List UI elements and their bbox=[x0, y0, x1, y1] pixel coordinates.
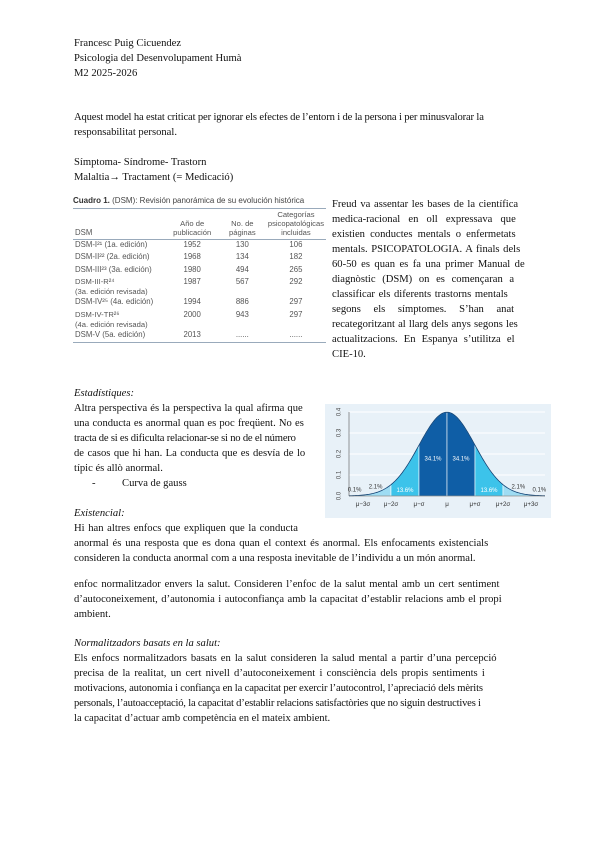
freud-line: recategoritzant al llarg dels anys segons les bbox=[332, 319, 518, 330]
cell-pages: 130 bbox=[235, 240, 249, 249]
cell-dsm: DSM-I²¹ (1a. edición) bbox=[75, 240, 148, 249]
y-tick-label: 0.1 bbox=[336, 470, 343, 480]
stats-line: de casos que hi han. La conducta que es desvía de lo bbox=[74, 448, 306, 459]
cell-categories: 182 bbox=[289, 252, 303, 262]
cell-pages: 134 bbox=[235, 252, 249, 262]
stats-section bbox=[74, 386, 319, 491]
table-row bbox=[73, 310, 326, 330]
normalitzadors-line: precisa de la realitat, un cert nivell d’autoconeixement i consciència dels propis sentiments i bbox=[74, 668, 485, 679]
x-tick-label: μ+σ bbox=[469, 501, 481, 508]
col-header-year: Año de publicación bbox=[166, 209, 219, 240]
stats-line: una conducta es anormal quan es poc freqüent. No es bbox=[74, 418, 304, 429]
normalitzadors-line: Els enfocs normalitzadors basats en la salut consideren la salud mental a partir d’una percepció bbox=[74, 653, 497, 664]
freud-paragraph bbox=[332, 197, 528, 362]
chain-line-2: Malaltia→ Tractament (= Medicació) bbox=[74, 172, 234, 183]
cell-categories: 292 bbox=[289, 277, 303, 287]
stats-line: tracta de si es dificulta relacionar-se si no de el número bbox=[74, 433, 296, 444]
existencial-line: anormal és una resposta que es dona quan el context és anormal. Els enfocaments existencials bbox=[74, 538, 489, 549]
cell-dsm: DSM-IV²⁵ (4a. edición) bbox=[75, 297, 154, 307]
gauss-region bbox=[447, 412, 475, 496]
cell-dsm: DSM-V (5a. edición) bbox=[73, 330, 166, 343]
normalitzadors-section bbox=[74, 636, 534, 726]
x-tick-label: μ+2σ bbox=[495, 501, 511, 508]
normalitzadors-line: la capacitat d’actuar amb competència en el mateix ambient. bbox=[74, 713, 331, 724]
freud-line: medica-racional en oll expressava que bbox=[332, 214, 516, 225]
freud-line: Freud va assentar les bases de la científica bbox=[332, 199, 519, 210]
region-percent-label: 34.1% bbox=[452, 456, 470, 463]
region-percent-label: 34.1% bbox=[424, 456, 442, 463]
freud-line: diagnòstic (DSM) on es començaran a bbox=[332, 274, 515, 285]
cell-year: 2000 bbox=[183, 309, 201, 319]
intro-line: Aquest model ha estat criticat per ignorar els efectes de l’entorn i de la persona i per minusvalorar la bbox=[74, 112, 484, 123]
y-tick-label: 0.0 bbox=[336, 491, 343, 501]
x-tick-label: μ bbox=[445, 501, 449, 508]
normalitzadors-line: personals, l’autoacceptació, la capacitat d’establir relacions satisfactòries que no siguin destructives i bbox=[74, 698, 481, 709]
gauss-region bbox=[419, 412, 447, 496]
author-name: Francesc Puig Cicuendez bbox=[74, 38, 182, 49]
dsm-table-figure bbox=[73, 196, 326, 343]
cell-dsm: DSM-IV-TR²⁶ (4a. edición revisada) bbox=[75, 309, 148, 329]
table-caption bbox=[73, 196, 326, 209]
col-header-categories: Categorías psicopatológicas incluidas bbox=[266, 209, 326, 240]
col-header-pages: No. de páginas bbox=[219, 209, 266, 240]
y-tick-label: 0.3 bbox=[336, 428, 343, 438]
cell-pages: 494 bbox=[235, 264, 249, 274]
table-caption-number: Cuadro 1. bbox=[73, 196, 110, 205]
cell-dsm: DSM-II²² (2a. edición) bbox=[75, 252, 150, 262]
enfoc-line: ambient. bbox=[74, 609, 111, 620]
course-year: M2 2025-2026 bbox=[74, 68, 138, 79]
x-tick-label: μ+3σ bbox=[523, 501, 539, 508]
table-row bbox=[73, 297, 326, 309]
freud-line: classificar els diferents trastorns mentals bbox=[332, 289, 508, 300]
dsm-table bbox=[73, 209, 326, 343]
region-percent-label: 13.6% bbox=[480, 488, 498, 495]
cell-pages: ...... bbox=[219, 330, 266, 343]
cell-categories: 297 bbox=[289, 297, 303, 307]
table-row bbox=[73, 252, 326, 264]
region-percent-label: 0.1% bbox=[347, 487, 362, 494]
cell-year: 2013 bbox=[166, 330, 219, 343]
table-row bbox=[73, 240, 326, 253]
freud-line: actualitzacions. En Espanya s’utilitza el bbox=[332, 334, 515, 345]
cell-categories: 106 bbox=[289, 240, 303, 249]
bullet-text: Curva de gauss bbox=[122, 478, 187, 489]
col-header-dsm: DSM bbox=[73, 209, 166, 240]
cell-dsm: DSM-III²³ (3a. edición) bbox=[75, 264, 152, 274]
region-percent-label: 0.1% bbox=[532, 487, 547, 494]
cell-pages: 886 bbox=[235, 297, 249, 307]
stats-line: típic és allò anormal. bbox=[74, 463, 163, 474]
y-tick-label: 0.4 bbox=[336, 407, 343, 417]
existencial-heading: Existencial: bbox=[74, 508, 125, 519]
freud-line: segons els símptomes. S’han anat bbox=[332, 304, 515, 315]
gauss-chart bbox=[325, 404, 551, 518]
intro-paragraph bbox=[74, 110, 529, 140]
table-row bbox=[73, 277, 326, 297]
normalitzadors-heading: Normalitzadors basats en la salut: bbox=[74, 638, 221, 649]
normalitzadors-line: motivacions, autonomia i confiança en la capacitat per exercir l’autocontrol, l’apreciació dels mèrits bbox=[74, 683, 483, 694]
freud-line: CIE-10. bbox=[332, 349, 366, 360]
chain-line-1: Símptoma- Síndrome- Trastorn bbox=[74, 157, 207, 168]
existencial-section bbox=[74, 506, 534, 566]
gauss-chart-svg bbox=[325, 404, 551, 518]
document-header bbox=[74, 36, 534, 81]
table-row bbox=[73, 265, 326, 277]
region-percent-label: 2.1% bbox=[368, 484, 383, 491]
cell-dsm: DSM-III-R²⁴ (3a. edición revisada) bbox=[75, 277, 148, 297]
x-tick-label: μ−σ bbox=[413, 501, 425, 508]
freud-line: existien conductes mentals o enfermetats bbox=[332, 229, 516, 240]
x-tick-label: μ−3σ bbox=[355, 501, 371, 508]
cell-pages: 943 bbox=[235, 309, 249, 319]
freud-line: mentals. PSICOPATOLOGIA. A finals dels bbox=[332, 244, 521, 255]
cell-year: 1980 bbox=[183, 264, 201, 274]
diagnosis-chain bbox=[74, 155, 374, 185]
enfoc-line: d’autoconeixement, d’autonomia i autoconfiança amb la capacitat d’establir relacions amb el propi bbox=[74, 594, 502, 605]
table-caption-text: (DSM): Revisión panorámica de su evolución histórica bbox=[109, 196, 305, 205]
enfoc-line: enfoc normalitzador envers la salut. Consideren l’enfoc de la salut mental amb un cert sentiment bbox=[74, 579, 500, 590]
cell-year: 1968 bbox=[183, 252, 201, 262]
cell-categories: 297 bbox=[289, 309, 303, 319]
intro-line: responsabilitat personal. bbox=[74, 127, 177, 138]
stats-line: Altra perspectiva és la perspectiva la qual afirma que bbox=[74, 403, 303, 414]
existencial-line: Hi han altres enfocs que expliquen que la conducta bbox=[74, 523, 298, 534]
region-percent-label: 2.1% bbox=[511, 484, 526, 491]
cell-year: 1994 bbox=[183, 297, 201, 307]
table-row bbox=[73, 330, 326, 343]
cell-year: 1952 bbox=[183, 240, 201, 249]
y-tick-label: 0.2 bbox=[336, 449, 343, 459]
x-tick-label: μ−2σ bbox=[383, 501, 399, 508]
bullet-item bbox=[74, 476, 319, 491]
cell-year: 1987 bbox=[183, 277, 201, 287]
cell-categories: ...... bbox=[266, 330, 326, 343]
freud-line: 60-50 es quan es fa una primer Manual de bbox=[332, 259, 525, 270]
region-percent-label: 13.6% bbox=[396, 488, 414, 495]
stats-heading: Estadístiques: bbox=[74, 388, 135, 399]
table-header-row bbox=[73, 209, 326, 240]
enfoc-paragraph bbox=[74, 577, 534, 622]
existencial-line: consideren la conducta anormal com a una resposta inevitable de l’individu a un món anormal. bbox=[74, 553, 476, 564]
bullet-dash: - bbox=[92, 478, 96, 489]
cell-pages: 567 bbox=[235, 277, 249, 287]
subject-name: Psicologia del Desenvolupament Humà bbox=[74, 53, 242, 64]
cell-categories: 265 bbox=[289, 264, 303, 274]
